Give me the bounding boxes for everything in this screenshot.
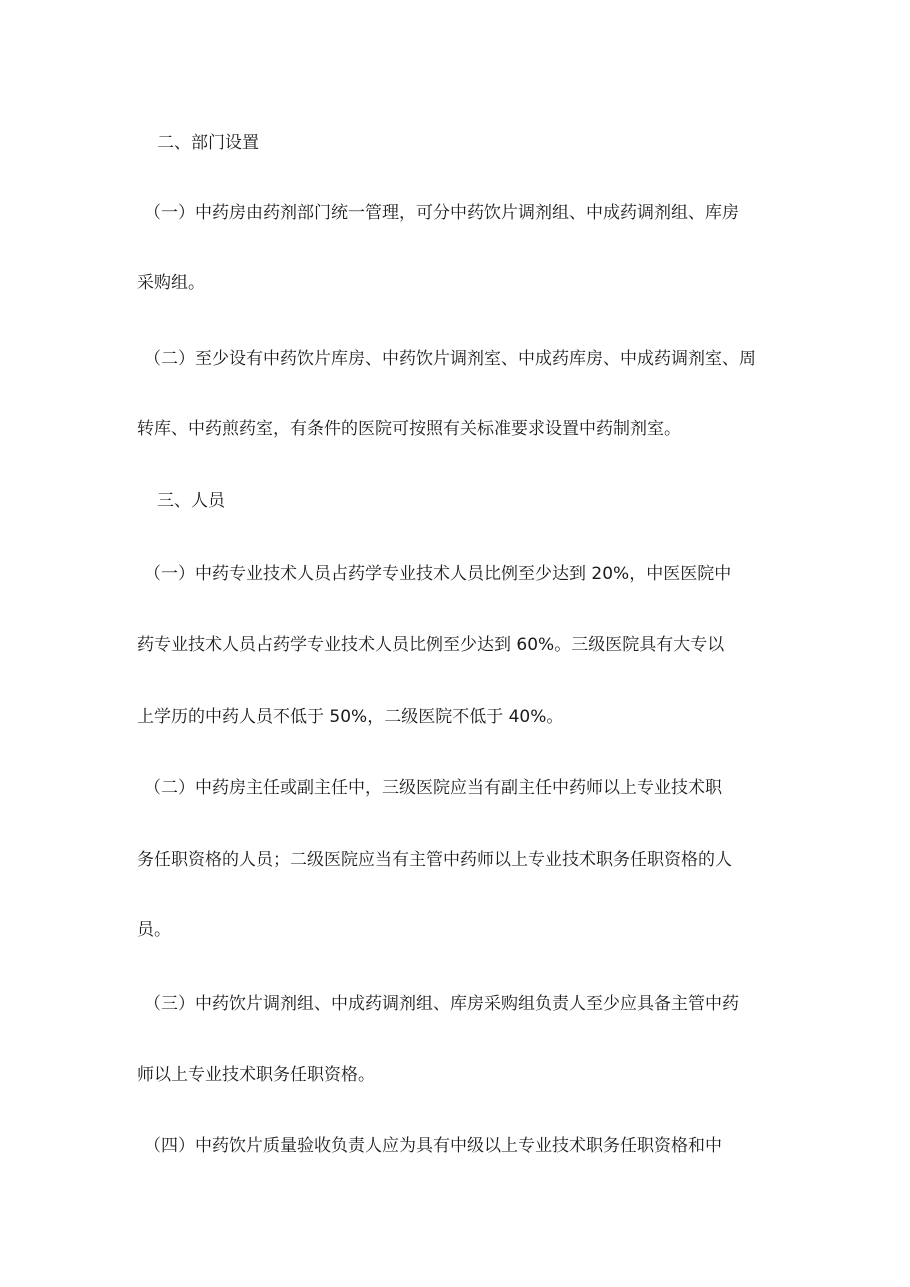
paragraph-line: 采购组。 (137, 273, 205, 293)
section-heading-personnel: 三、人员 (157, 491, 225, 511)
paragraph-line: 师以上专业技术职务任职资格。 (137, 1065, 375, 1085)
paragraph-line: （一）中药专业技术人员占药学专业技术人员比例至少达到 20%，中医医院中 (144, 564, 732, 584)
paragraph-line: （二）至少设有中药饮片库房、中药饮片调剂室、中成药库房、中成药调剂室、周 (144, 349, 756, 369)
paragraph-line: 药专业技术人员占药学专业技术人员比例至少达到 60%。三级医院具有大专以 (137, 635, 725, 655)
paragraph-line: 转库、中药煎药室，有条件的医院可按照有关标准要求设置中药制剂室。 (137, 419, 681, 439)
section-heading-department: 二、部门设置 (157, 133, 259, 153)
paragraph-line: （二）中药房主任或副主任中，三级医院应当有副主任中药师以上专业技术职 (144, 778, 722, 798)
paragraph-line: 上学历的中药人员不低于 50%，二级医院不低于 40%。 (137, 707, 564, 727)
paragraph-line: （四）中药饮片质量验收负责人应为具有中级以上专业技术职务任职资格和中 (144, 1136, 722, 1156)
paragraph-line: 员。 (137, 920, 171, 940)
paragraph-line: （一）中药房由药剂部门统一管理，可分中药饮片调剂组、中成药调剂组、库房 (144, 203, 739, 223)
paragraph-line: 务任职资格的人员；二级医院应当有主管中药师以上专业技术职务任职资格的人 (137, 850, 732, 870)
paragraph-line: （三）中药饮片调剂组、中成药调剂组、库房采购组负责人至少应具备主管中药 (144, 994, 739, 1014)
